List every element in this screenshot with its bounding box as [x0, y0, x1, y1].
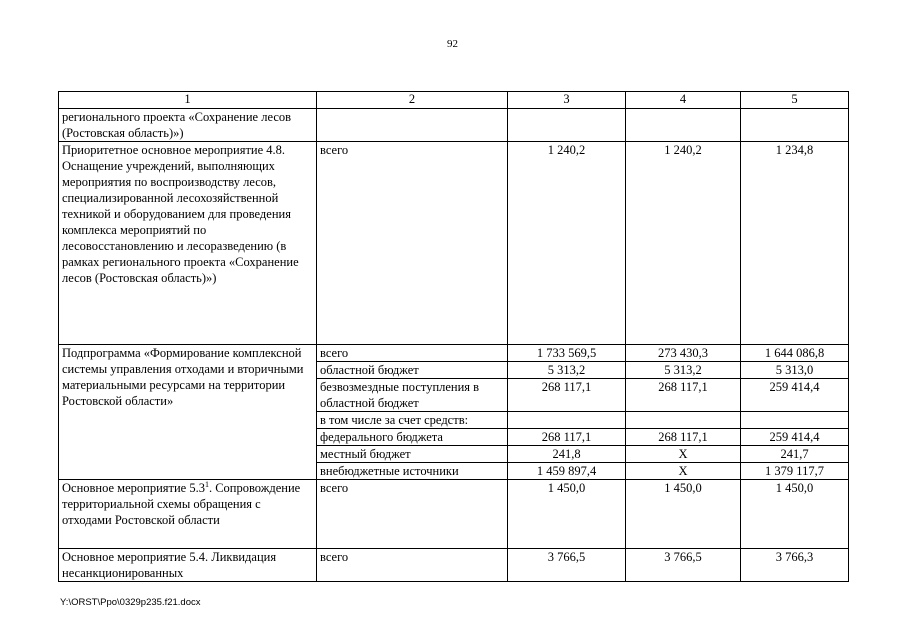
row-value-3: 1 459 897,4	[508, 463, 626, 480]
table-header-row	[59, 92, 849, 109]
row-value-3: 241,8	[508, 446, 626, 463]
row-value-4: 268 117,1	[626, 379, 741, 412]
table-row	[59, 549, 849, 582]
row-label: всего	[317, 345, 508, 362]
row-value-4: 1 450,0	[626, 480, 741, 549]
row-title: Приоритетное основное мероприятие 4.8. Оснащение учреждений, выполняющих мероприятия по воспроизводству лесов, специализированной лесохозяйственной техникой и оборудованием для проведения комплекса мероприятий по лесовосстановлению и лесоразведению (в рамках регионального проекта «Сохранение лесов (Ростовская область)»)	[59, 142, 317, 345]
row-label: всего	[317, 480, 508, 549]
row-value-3: 1 240,2	[508, 142, 626, 345]
row-value-3: 3 766,5	[508, 549, 626, 582]
row-title: Основное мероприятие 5.4. Ликвидация несанкционированных	[59, 549, 317, 582]
row-value-3	[508, 109, 626, 142]
row-value-3: 268 117,1	[508, 429, 626, 446]
row-value-5: 1 379 117,7	[741, 463, 849, 480]
row-value-3: 1 450,0	[508, 480, 626, 549]
row-value-3: 268 117,1	[508, 379, 626, 412]
row-value-5: 1 644 086,8	[741, 345, 849, 362]
row-value-5	[741, 412, 849, 429]
row-value-4	[626, 412, 741, 429]
row-label	[317, 109, 508, 142]
header-col-5: 5	[741, 92, 849, 109]
row-label: всего	[317, 549, 508, 582]
row-value-4: 268 117,1	[626, 429, 741, 446]
row-value-5: 259 414,4	[741, 379, 849, 412]
row-label: федерального бюджета	[317, 429, 508, 446]
row-value-5	[741, 109, 849, 142]
row-value-4: 273 430,3	[626, 345, 741, 362]
row-value-3	[508, 412, 626, 429]
row-title-suffix: . Сопровождение территориальной схемы обращения с отходами Ростовской области	[62, 481, 301, 527]
table-row	[59, 109, 849, 142]
footer-file-path: Y:\ORST\Ppo\0329p235.f21.docx	[60, 597, 201, 608]
row-title: Подпрограмма «Формирование комплексной системы управления отходами и вторичными материальными ресурсами на территории Ростовской области»	[59, 345, 317, 480]
row-value-5: 1 234,8	[741, 142, 849, 345]
budget-table	[58, 91, 849, 582]
row-title	[59, 480, 317, 549]
row-label: безвозмездные поступления в областной бюджет	[317, 379, 508, 412]
header-col-2: 2	[317, 92, 508, 109]
table-row	[59, 142, 849, 345]
row-value-4: Х	[626, 446, 741, 463]
row-label: местный бюджет	[317, 446, 508, 463]
row-value-3: 1 733 569,5	[508, 345, 626, 362]
row-value-5: 1 450,0	[741, 480, 849, 549]
row-title: регионального проекта «Сохранение лесов (Ростовская область)»)	[59, 109, 317, 142]
row-value-4: Х	[626, 463, 741, 480]
row-value-4: 1 240,2	[626, 142, 741, 345]
row-label: областной бюджет	[317, 362, 508, 379]
row-value-4	[626, 109, 741, 142]
page-number: 92	[447, 38, 458, 50]
table-row	[59, 480, 849, 549]
header-col-4: 4	[626, 92, 741, 109]
row-label: внебюджетные источники	[317, 463, 508, 480]
row-value-5: 3 766,3	[741, 549, 849, 582]
row-value-5: 5 313,0	[741, 362, 849, 379]
row-value-4: 3 766,5	[626, 549, 741, 582]
header-col-3: 3	[508, 92, 626, 109]
row-label: в том числе за счет средств:	[317, 412, 508, 429]
table-row	[59, 345, 849, 362]
row-value-3: 5 313,2	[508, 362, 626, 379]
row-label: всего	[317, 142, 508, 345]
row-title-superscript: 1	[204, 479, 209, 489]
row-title-prefix: Основное мероприятие 5.3	[62, 481, 205, 495]
row-value-4: 5 313,2	[626, 362, 741, 379]
header-col-1: 1	[59, 92, 317, 109]
row-value-5: 259 414,4	[741, 429, 849, 446]
row-value-5: 241,7	[741, 446, 849, 463]
